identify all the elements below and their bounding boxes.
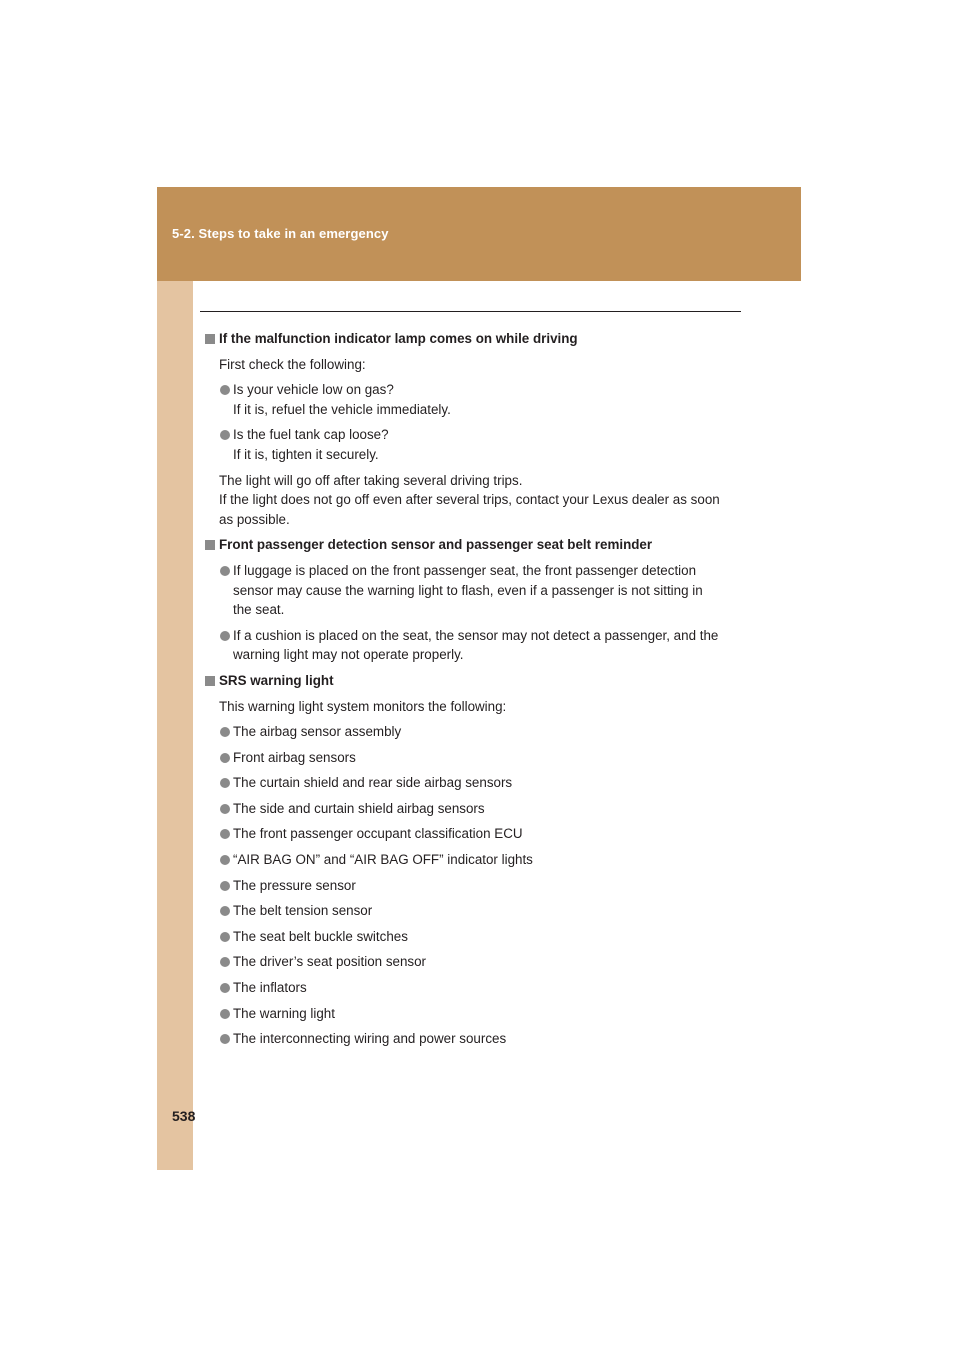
bullet-line: The seat belt buckle switches <box>233 928 408 944</box>
bullet-item <box>205 824 745 844</box>
bullet-line: Is the fuel tank cap loose? <box>233 427 389 443</box>
bullet-line: The airbag sensor assembly <box>233 724 402 740</box>
round-bullet-icon <box>220 906 230 916</box>
paragraph <box>205 697 745 717</box>
bullet-item <box>205 748 745 768</box>
round-bullet-icon <box>220 855 230 865</box>
bullet-item <box>205 876 745 896</box>
bullet-line: If it is, tighten it securely. <box>233 446 379 462</box>
square-bullet-icon <box>205 540 215 550</box>
paragraph-line: First check the following: <box>219 356 366 372</box>
heading-text: If the malfunction indicator lamp comes on while driving <box>219 331 578 346</box>
bullet-item <box>205 901 745 921</box>
round-bullet-icon <box>220 385 230 395</box>
bullet-line: the seat. <box>233 602 285 618</box>
section-heading <box>205 671 745 691</box>
section-title: 5-2. Steps to take in an emergency <box>172 226 389 241</box>
round-bullet-icon <box>220 430 230 440</box>
round-bullet-icon <box>220 778 230 788</box>
bullet-item <box>205 850 745 870</box>
round-bullet-icon <box>220 829 230 839</box>
bullet-line: The warning light <box>233 1005 335 1021</box>
bullet-item <box>205 1029 745 1049</box>
square-bullet-icon <box>205 334 215 344</box>
round-bullet-icon <box>220 1009 230 1019</box>
bullet-line: If a cushion is placed on the seat, the sensor may not detect a passenger, and the <box>233 627 719 643</box>
bullet-line: The front passenger occupant classification ECU <box>233 826 523 842</box>
bullet-line: The driver’s seat position sensor <box>233 954 427 970</box>
round-bullet-icon <box>220 983 230 993</box>
bullet-item <box>205 425 745 464</box>
heading-text: Front passenger detection sensor and passenger seat belt reminder <box>219 537 653 553</box>
round-bullet-icon <box>220 753 230 763</box>
bullet-line: If luggage is placed on the front passenger seat, the front passenger detection <box>233 562 697 578</box>
bullet-item <box>205 952 745 972</box>
bullet-item <box>205 773 745 793</box>
page-number: 538 <box>172 1108 196 1124</box>
round-bullet-icon <box>220 881 230 891</box>
square-bullet-icon <box>205 676 215 686</box>
round-bullet-icon <box>220 1034 230 1044</box>
bullet-item <box>205 561 745 620</box>
bullet-line: If it is, refuel the vehicle immediately. <box>233 401 451 417</box>
bullet-item <box>205 380 745 419</box>
paragraph-line: This warning light system monitors the following: <box>219 698 507 714</box>
bullet-item <box>205 626 745 665</box>
paragraph <box>205 355 745 375</box>
paragraph-line: If the light does not go off even after several trips, contact your Lexus dealer as soon <box>219 492 720 508</box>
bullet-item <box>205 799 745 819</box>
section-heading <box>205 329 745 349</box>
section-heading <box>205 535 745 555</box>
bullet-line: The belt tension sensor <box>233 903 373 919</box>
round-bullet-icon <box>220 804 230 814</box>
bullet-item <box>205 1004 745 1024</box>
round-bullet-icon <box>220 957 230 967</box>
round-bullet-icon <box>220 932 230 942</box>
paragraph <box>205 471 745 530</box>
paragraph-line: The light will go off after taking several driving trips. <box>219 472 523 488</box>
round-bullet-icon <box>220 727 230 737</box>
bullet-line: “AIR BAG ON” and “AIR BAG OFF” indicator lights <box>233 852 533 868</box>
bullet-line: The interconnecting wiring and power sources <box>233 1031 507 1047</box>
bullet-line: sensor may cause the warning light to flash, even if a passenger is not sitting in <box>233 582 703 598</box>
body-text <box>205 329 745 1055</box>
bullet-item <box>205 978 745 998</box>
paragraph-line: as possible. <box>219 511 290 527</box>
bullet-line: warning light may not operate properly. <box>233 647 464 663</box>
bullet-item <box>205 722 745 742</box>
bullet-line: The curtain shield and rear side airbag sensors <box>233 775 513 791</box>
bullet-line: Is your vehicle low on gas? <box>233 382 394 398</box>
bullet-line: The pressure sensor <box>233 877 356 893</box>
bullet-line: The side and curtain shield airbag sensors <box>233 800 485 816</box>
bullet-item <box>205 927 745 947</box>
round-bullet-icon <box>220 566 230 576</box>
divider-rule <box>200 311 741 312</box>
round-bullet-icon <box>220 631 230 641</box>
heading-text: SRS warning light <box>219 672 334 688</box>
bullet-line: Front airbag sensors <box>233 749 356 765</box>
bullet-line: The inflators <box>233 980 307 996</box>
